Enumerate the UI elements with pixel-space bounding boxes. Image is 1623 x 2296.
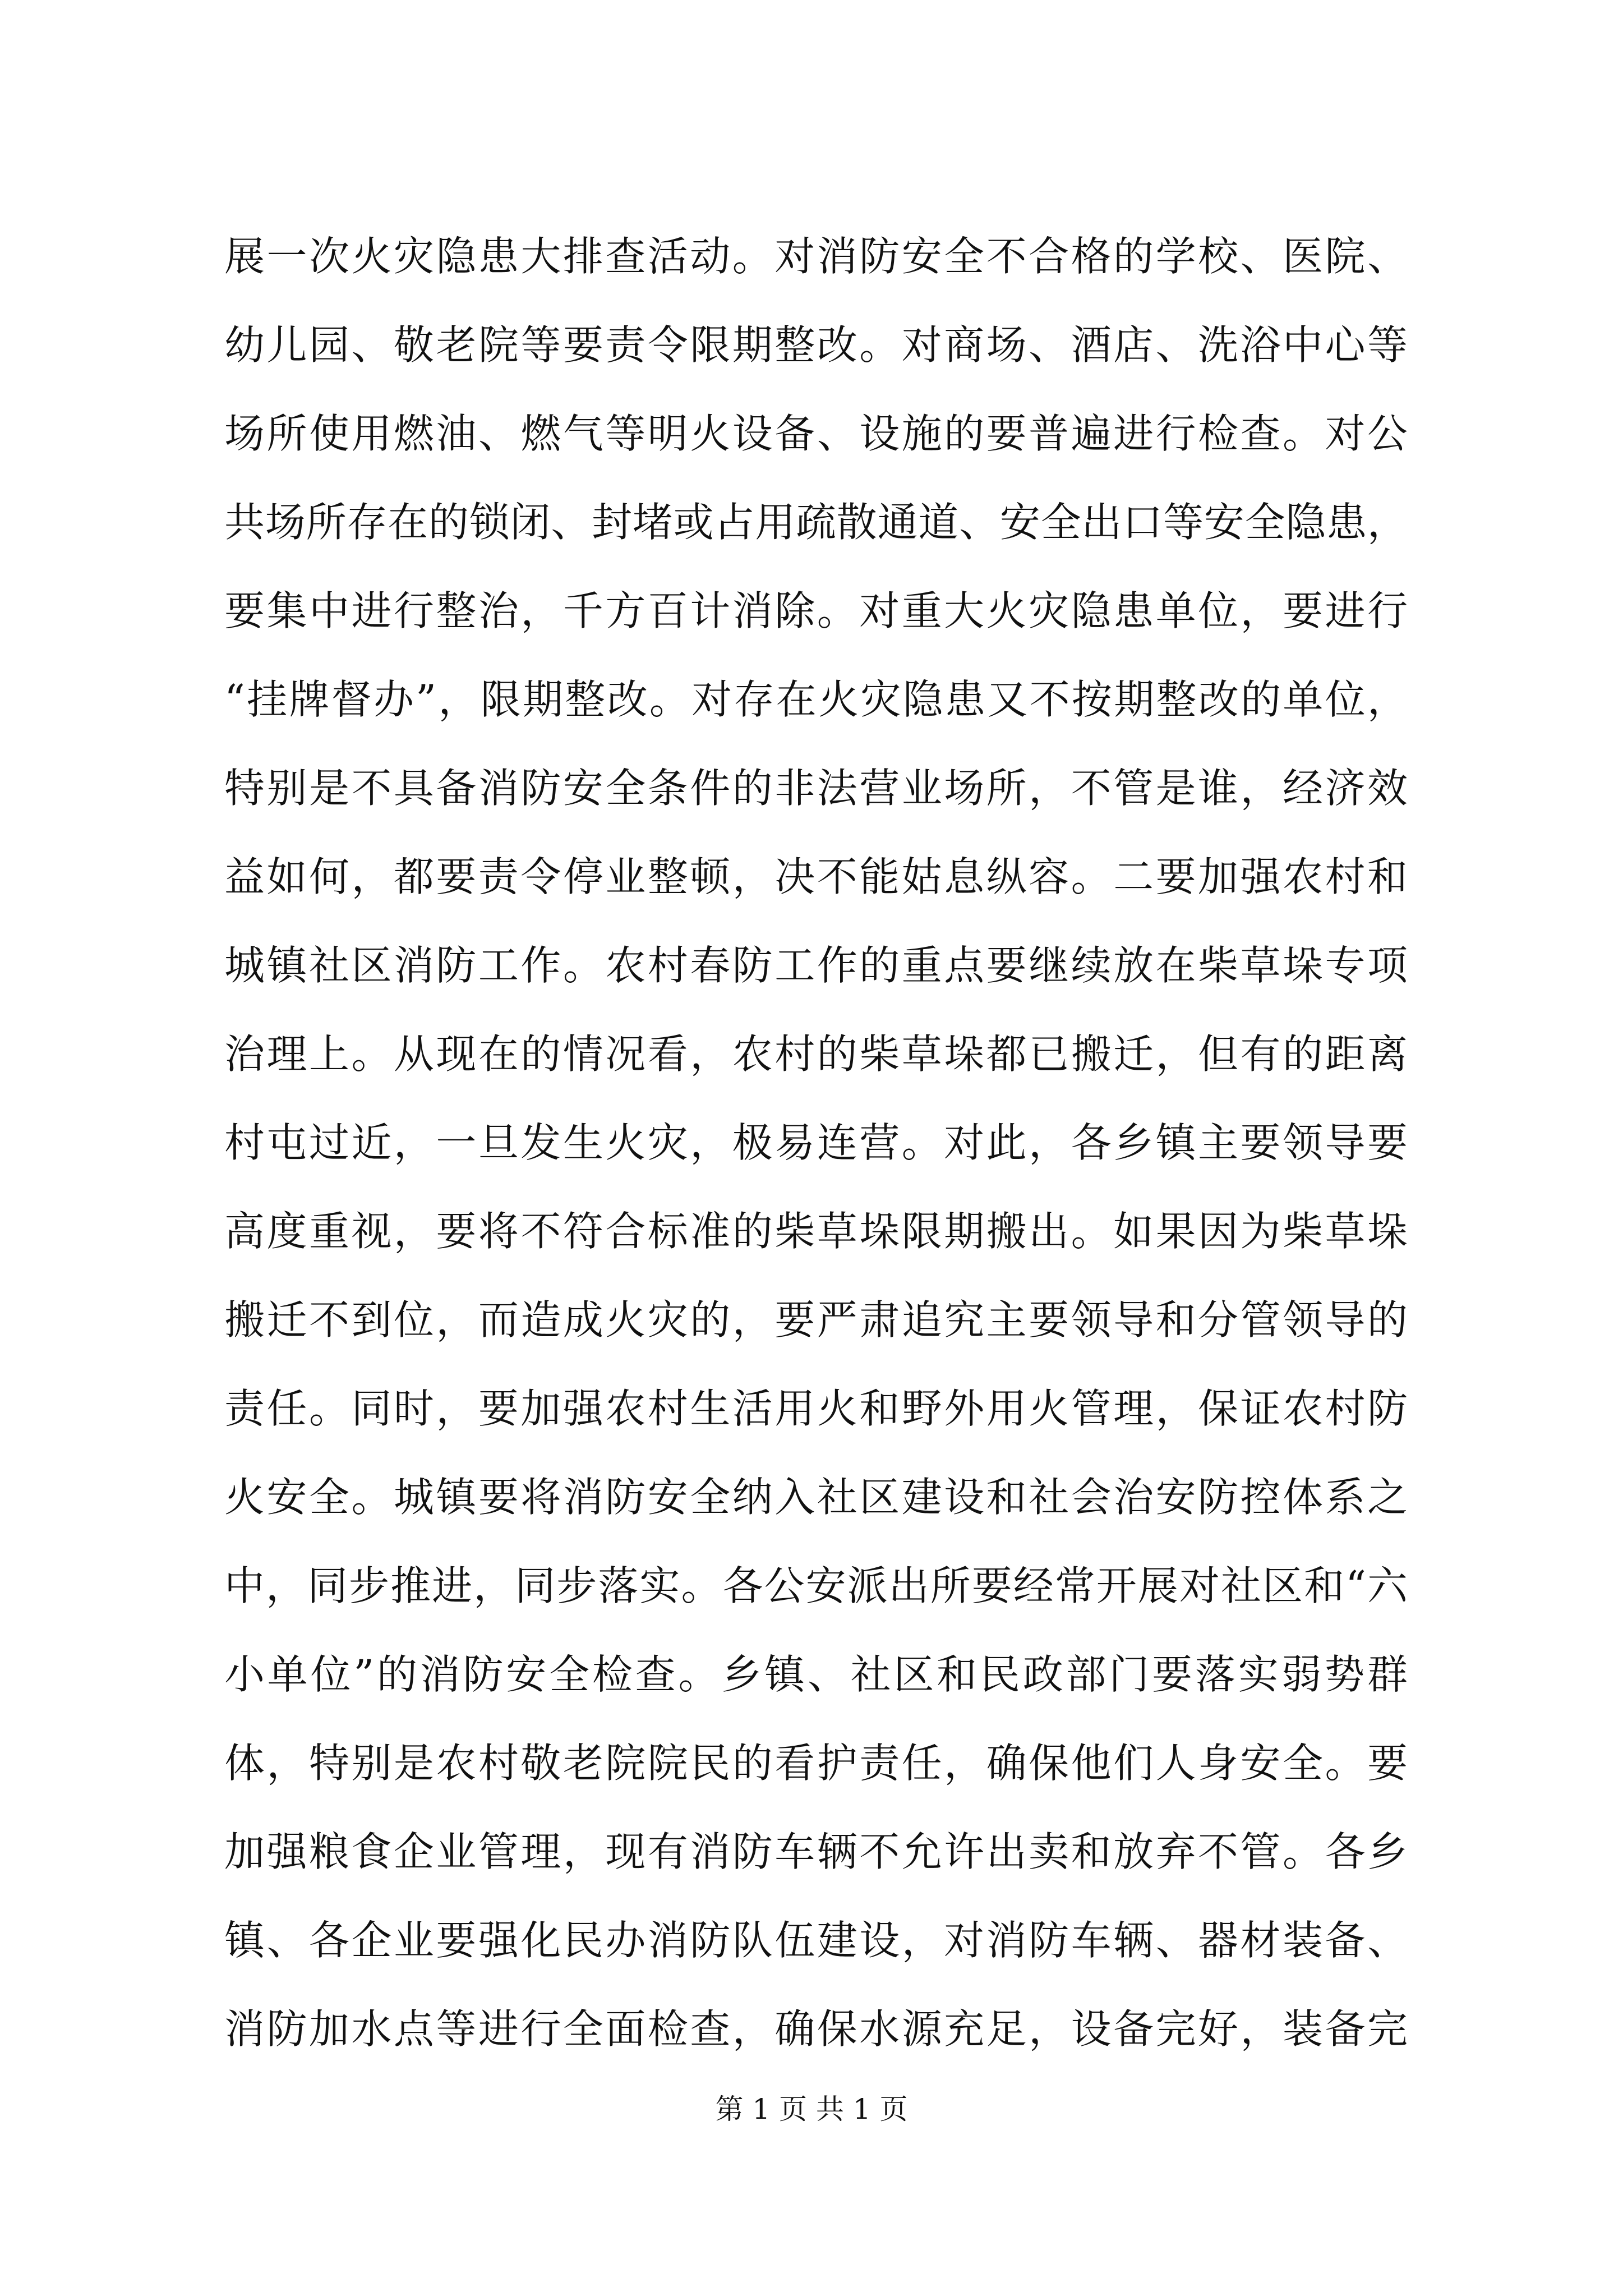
body-text [224,212,1408,2073]
text-line-21: 消防加水点等进行全面检查，确保水源充足，设备完好，装备完 [224,2005,1408,2053]
text-line-16: 中，同步推进，同步落实。各公安派出所要经常开展对社区和“六 [224,1562,1408,1609]
text-line-15: 火安全。城镇要将消防安全纳入社区建设和社会治安防控体系之 [224,1474,1408,1521]
text-line-17: 小单位”的消防安全检查。乡镇、社区和民政部门要落实弱势群 [224,1651,1408,1698]
text-line-3: 场所使用燃油、燃气等明火设备、设施的要普遍进行检查。对公 [224,410,1408,457]
text-line-2: 幼儿园、敬老院等要责令限期整改。对商场、酒店、洗浴中心等 [224,321,1408,369]
text-line-18: 体，特别是农村敬老院院民的看护责任，确保他们人身安全。要 [224,1740,1408,1787]
text-line-9: 城镇社区消防工作。农村春防工作的重点要继续放在柴草垛专项 [224,942,1408,989]
text-line-6: “挂牌督办”，限期整改。对存在火灾隐患又不按期整改的单位， [224,676,1408,723]
text-line-13: 搬迁不到位，而造成火灾的，要严肃追究主要领导和分管领导的 [224,1296,1408,1343]
text-line-8: 益如何，都要责令停业整顿，决不能姑息纵容。二要加强农村和 [224,853,1408,900]
text-line-12: 高度重视，要将不符合标准的柴草垛限期搬出。如果因为柴草垛 [224,1208,1408,1255]
text-line-20: 镇、各企业要强化民办消防队伍建设，对消防车辆、器材装备、 [224,1917,1408,1964]
text-line-4: 共场所存在的锁闭、封堵或占用疏散通道、安全出口等安全隐患， [224,499,1408,546]
text-line-5: 要集中进行整治，千方百计消除。对重大火灾隐患单位，要进行 [224,587,1408,634]
text-line-14: 责任。同时，要加强农村生活用火和野外用火管理，保证农村防 [224,1385,1408,1432]
text-line-11: 村屯过近，一旦发生火灾，极易连营。对此，各乡镇主要领导要 [224,1119,1408,1166]
text-line-7: 特别是不具备消防安全条件的非法营业场所，不管是谁，经济效 [224,765,1408,812]
page-footer: 第 1 页 共 1 页 [715,2093,908,2125]
text-line-19: 加强粮食企业管理，现有消防车辆不允许出卖和放弃不管。各乡 [224,1828,1408,1875]
text-line-1: 展一次火灾隐患大排查活动。对消防安全不合格的学校、医院、 [224,233,1408,280]
text-line-10: 治理上。从现在的情况看，农村的柴草垛都已搬迁，但有的距离 [224,1030,1408,1078]
